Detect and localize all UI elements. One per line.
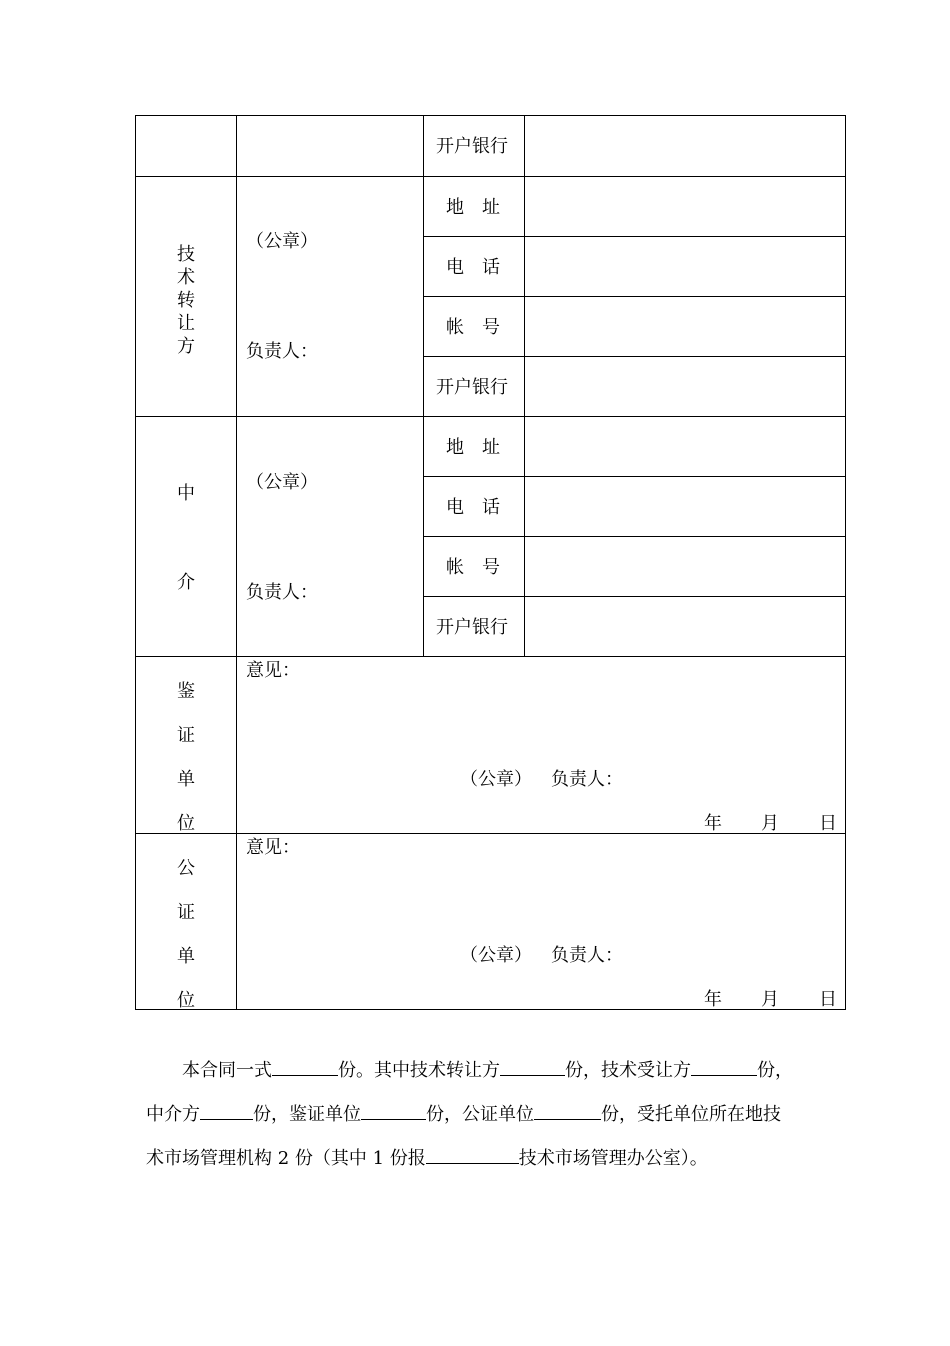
verifier-year: 年 xyxy=(704,813,722,834)
footer-text: 份，受托单位所在地技 xyxy=(601,1104,781,1125)
intermediary-phone-label: 电 话 xyxy=(446,497,500,518)
transferor-bank-label: 开户银行 xyxy=(436,377,508,398)
transferor-char: 转 xyxy=(177,290,195,311)
blank-notary-copies[interactable] xyxy=(534,1101,601,1120)
transferor-char: 术 xyxy=(177,267,195,288)
transferor-char: 让 xyxy=(177,313,195,334)
transferor-char: 方 xyxy=(177,336,195,357)
notary-char: 公 xyxy=(177,858,195,879)
footer-text: 技术市场管理办公室）。 xyxy=(518,1148,708,1169)
notary-char: 位 xyxy=(177,990,195,1011)
verifier-char: 鉴 xyxy=(177,681,195,702)
notary-label xyxy=(176,847,196,1023)
intermediary-person: 负责人： xyxy=(246,582,318,603)
notary-person: 负责人： xyxy=(551,945,623,966)
transferor-char: 技 xyxy=(177,244,195,265)
blank-intermediary-copies[interactable] xyxy=(200,1101,253,1120)
transferor-address-label: 地 址 xyxy=(446,197,500,218)
intermediary-seal: （公章） xyxy=(246,472,318,493)
transferor-phone-label: 电 话 xyxy=(446,257,500,278)
footer-text: 份。其中技术转让方 xyxy=(338,1060,500,1081)
verifier-char: 位 xyxy=(177,813,195,834)
footer-text: 本合同一式 xyxy=(182,1060,272,1081)
notary-month: 月 xyxy=(761,989,779,1010)
verifier-char: 单 xyxy=(177,769,195,790)
notary-char: 单 xyxy=(177,946,195,967)
intermediary-account-label: 帐 号 xyxy=(446,557,500,578)
verifier-label xyxy=(176,670,196,846)
notary-day: 日 xyxy=(819,989,837,1010)
verifier-day: 日 xyxy=(819,813,837,834)
transferor-label xyxy=(176,243,196,358)
blank-transferor-copies[interactable] xyxy=(500,1057,565,1076)
transferor-seal: （公章） xyxy=(246,231,318,252)
verifier-char: 证 xyxy=(177,725,195,746)
blank-transferee-copies[interactable] xyxy=(691,1057,757,1076)
footer-line-1 xyxy=(182,1057,862,1081)
footer-text: 术市场管理机构 2 份（其中 1 份报 xyxy=(146,1148,426,1169)
blank-office-name[interactable] xyxy=(426,1145,519,1164)
footer-text: 份，鉴证单位 xyxy=(253,1104,361,1125)
verifier-seal: （公章） xyxy=(460,769,532,790)
notary-year: 年 xyxy=(704,989,722,1010)
footer-text: 份， xyxy=(757,1060,793,1081)
footer-text: 份，技术受让方 xyxy=(565,1060,691,1081)
footer-text: 中介方 xyxy=(146,1104,200,1125)
notary-seal: （公章） xyxy=(460,945,532,966)
notary-opinion: 意见： xyxy=(246,837,300,858)
footer-text: 份，公证单位 xyxy=(426,1104,534,1125)
footer-line-3 xyxy=(146,1145,826,1169)
notary-char: 证 xyxy=(177,902,195,923)
intermediary-label-2: 介 xyxy=(177,572,195,593)
verifier-month: 月 xyxy=(761,813,779,834)
blank-verifier-copies[interactable] xyxy=(361,1101,426,1120)
bank-label-top: 开户银行 xyxy=(436,136,508,157)
intermediary-bank-label: 开户银行 xyxy=(436,617,508,638)
intermediary-address-label: 地 址 xyxy=(446,437,500,458)
intermediary-label-1: 中 xyxy=(177,483,195,504)
footer-line-2 xyxy=(146,1101,826,1125)
transferor-person: 负责人： xyxy=(246,341,318,362)
blank-total-copies[interactable] xyxy=(272,1057,338,1076)
verifier-person: 负责人： xyxy=(551,769,623,790)
transferor-account-label: 帐 号 xyxy=(446,317,500,338)
verifier-opinion: 意见： xyxy=(246,660,300,681)
